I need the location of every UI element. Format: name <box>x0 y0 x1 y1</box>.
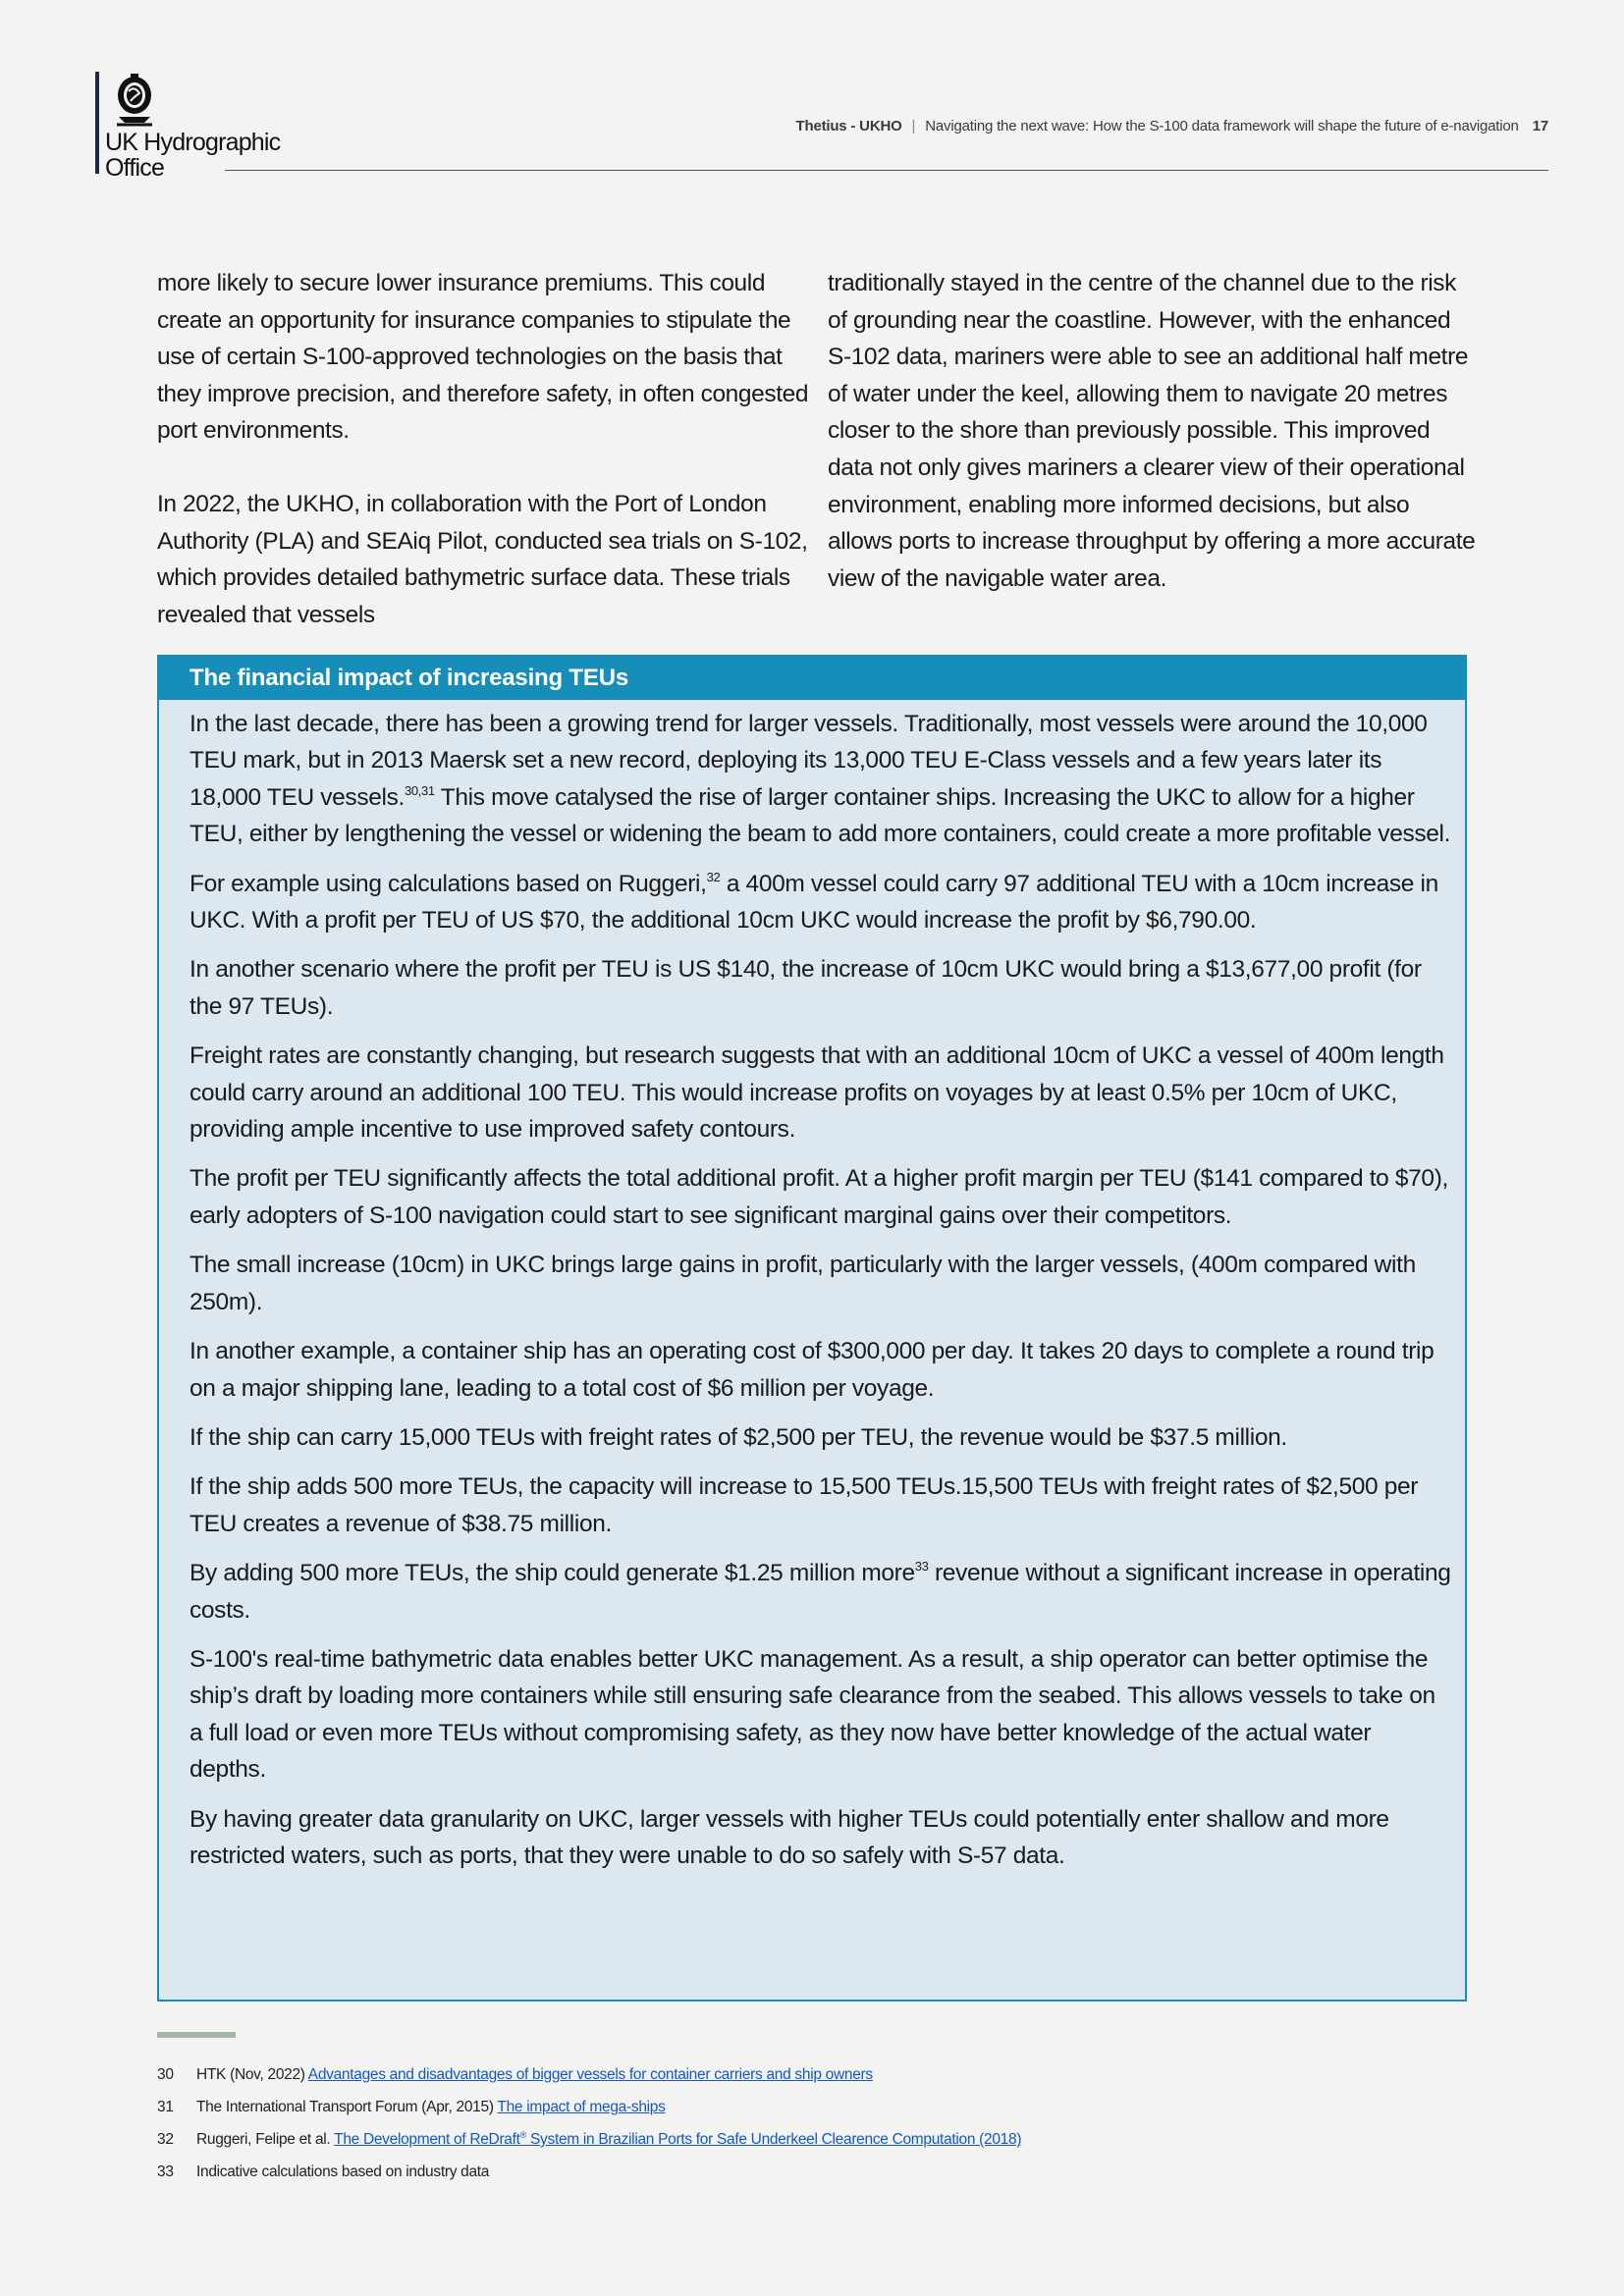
paragraph: If the ship adds 500 more TEUs, the capacity will increase to 15,500 TEUs.15,500 TEUs with freight rates of $2,500 per TEU creates a revenue of $38.75 million. <box>189 1473 1419 1537</box>
footnotes <box>157 2058 1021 2188</box>
registered-mark: ® <box>519 2130 526 2140</box>
document-title: Navigating the next wave: How the S-100 data framework will shape the future of e-navigation <box>925 118 1519 134</box>
text: This move catalysed the rise of larger container ships. Increasing the UKC to allow for a higher TEU, either by lengthening the vessel or widening the beam to add more containers, could create a more profitable vessel. <box>189 783 1451 848</box>
footnote-number: 31 <box>157 2099 174 2115</box>
footnote-source: The International Transport Forum (Apr, 2015) <box>196 2099 494 2115</box>
text: a 400m vessel could carry 97 additional TEU with a 10cm increase in UKC. With a profit per TEU of US $70, the additional 10cm UKC would increase the profit by $6,790.00. <box>189 870 1438 934</box>
header-separator: | <box>911 118 916 134</box>
text: In the last decade, there has been a growing trend for larger vessels. Traditionally, most vessels were around the 10,000 TEU mark, but in 2013 Maersk set a new record, deploying its 13,000 TEU E-Class vessels and a few years later its 18,000 TEU vessels. <box>189 711 1428 811</box>
footnote-ref[interactable]: 30,31 <box>404 782 435 798</box>
paragraph <box>189 866 1451 939</box>
paragraph: The small increase (10cm) in UKC brings large gains in profit, particularly with the larger vessels, (400m compared with 250m). <box>189 1252 1416 1315</box>
text: revenue without a significant increase in operating costs. <box>189 1560 1451 1624</box>
running-header <box>796 118 1548 134</box>
footnote <box>157 2091 1021 2123</box>
footnote-ref[interactable]: 32 <box>706 869 721 884</box>
footnote <box>157 2058 1021 2091</box>
paragraph: S-100's real-time bathymetric data enables better UKC management. As a result, a ship operator can better optimise the ship’s draft by loading more containers while still ensuring safe clearance from the seabed. This allows vessels to take on a full load or even more TEUs without compromising safety, as they now have better knowledge of the actual water depths. <box>189 1645 1435 1784</box>
footnote <box>157 2123 1021 2156</box>
paragraph: In another scenario where the profit per TEU is US $140, the increase of 10cm UKC would bring a $13,677,00 profit (for the 97 TEUs). <box>189 956 1422 1020</box>
paragraph <box>189 706 1451 853</box>
paragraph: If the ship can carry 15,000 TEUs with freight rates of $2,500 per TEU, the revenue would be $37.5 million. <box>189 1423 1287 1451</box>
header-divider <box>225 170 1548 171</box>
paragraph: By having greater data granularity on UKC, larger vessels with higher TEUs could potentially enter shallow and more restricted waters, such as ports, that they were unable to do so safely with S-57 data. <box>189 1805 1389 1869</box>
page-number: 17 <box>1532 118 1548 134</box>
footnote-number: 32 <box>157 2131 174 2148</box>
footnote-ref[interactable]: 33 <box>914 1559 929 1575</box>
text: By adding 500 more TEUs, the ship could generate $1.25 million more <box>189 1560 915 1587</box>
paragraph: more likely to secure lower insurance premiums. This could create an opportunity for insurance companies to stipulate the use of certain S-100-approved technologies on the basis that they improve precision, and therefore safety, in often congested port environments. <box>157 270 809 445</box>
left-column <box>157 265 810 633</box>
footnote-text: Indicative calculations based on industry data <box>196 2163 490 2180</box>
callout-title: The financial impact of increasing TEUs <box>159 657 1465 700</box>
financial-impact-callout <box>157 655 1467 2002</box>
ukho-logo <box>95 72 281 182</box>
publisher: Thetius - UKHO <box>795 118 902 134</box>
footnote-link[interactable] <box>334 2131 1021 2148</box>
right-column <box>828 265 1476 597</box>
link-text: The Development of ReDraft <box>334 2131 520 2148</box>
ukho-crest-icon <box>109 72 160 129</box>
paragraph: traditionally stayed in the centre of the channel due to the risk of grounding near the coastline. However, with the enhanced S-102 data, mariners were able to see an additional half metre of water under the keel, allowing them to navigate 20 metres closer to the shore than previously possible. This improved data not only gives mariners a clearer view of their operational environment, enabling more informed decisions, but also allows ports to increase throughput by offering a more accurate view of the navigable water area. <box>828 270 1476 592</box>
callout-body <box>159 700 1465 1874</box>
footnote-source: Ruggeri, Felipe et al. <box>196 2131 331 2148</box>
logo-line-1: UK Hydrographic <box>105 129 281 156</box>
footnote-number: 33 <box>157 2163 174 2180</box>
footnote-link[interactable]: The impact of mega-ships <box>497 2099 666 2115</box>
footnote-divider <box>157 2032 236 2038</box>
footnote-number: 30 <box>157 2066 174 2083</box>
text: For example using calculations based on Ruggeri, <box>189 870 707 897</box>
footnote <box>157 2156 1021 2188</box>
paragraph: In 2022, the UKHO, in collaboration with the Port of London Authority (PLA) and SEAiq Pilot, conducted sea trials on S-102, which provides detailed bathymetric surface data. These trials revealed that vessels <box>157 490 808 628</box>
paragraph <box>189 1555 1451 1629</box>
paragraph: Freight rates are constantly changing, but research suggests that with an additional 10cm of UKC a vessel of 400m length could carry around an additional 100 TEU. This would increase profits on voyages by at least 0.5% per 10cm of UKC, providing ample incentive to use improved safety contours. <box>189 1042 1444 1144</box>
footnote-link[interactable]: Advantages and disadvantages of bigger vessels for container carriers and ship owners <box>307 2066 873 2083</box>
paragraph: The profit per TEU significantly affects the total additional profit. At a higher profit margin per TEU ($141 compared to $70), early adopters of S-100 navigation could start to see significant marginal gains over their competitors. <box>189 1165 1448 1229</box>
logo-line-2: Office <box>105 154 165 182</box>
link-text: System in Brazilian Ports for Safe Underkeel Clearence Computation (2018) <box>526 2131 1022 2148</box>
footnote-source: HTK (Nov, 2022) <box>196 2066 305 2083</box>
paragraph: In another example, a container ship has an operating cost of $300,000 per day. It takes 20 days to complete a round trip on a major shipping lane, leading to a total cost of $6 million per voyage. <box>189 1338 1435 1402</box>
